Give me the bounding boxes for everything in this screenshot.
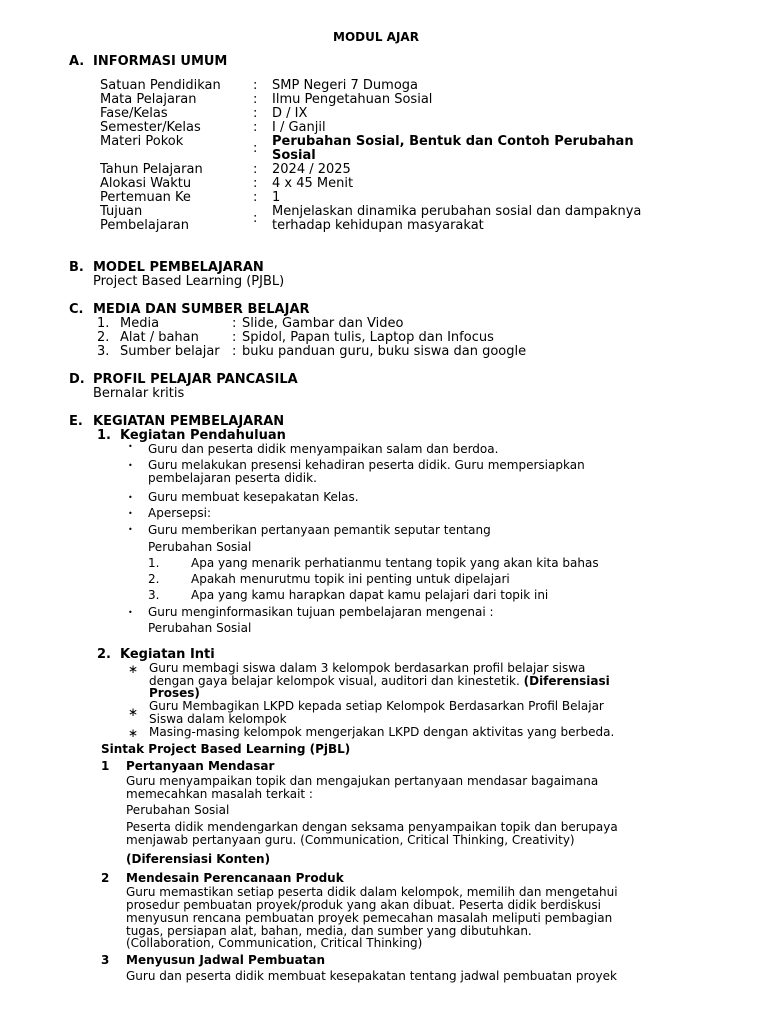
step-text: menjawab pertanyaan guru. (Communication, Critical Thinking, Creativity) — [126, 833, 575, 847]
info-sep: : — [253, 92, 258, 107]
section-b-heading: MODEL PEMBELAJARAN — [93, 260, 264, 275]
step-title: Mendesain Perencanaan Produk — [126, 871, 344, 885]
step-text: memecahkan masalah terkait : — [126, 787, 313, 801]
step-text: Peserta didik mendengarkan dengan seksama penyampaikan topik dan berupaya — [126, 820, 618, 834]
list-item: Guru membuat kesepakatan Kelas. — [148, 490, 359, 504]
media-num: 2. — [97, 330, 110, 345]
step-text: Guru dan peserta didik membuat kesepakatan tentang jadwal pembuatan proyek — [126, 969, 617, 983]
info-sep: : — [253, 106, 258, 121]
list-item: Guru melakukan presensi kehadiran peserta didik. Guru mempersiapkan — [148, 458, 585, 472]
info-value: 2024 / 2025 — [272, 162, 351, 177]
bullet-icon: • — [128, 461, 133, 470]
bullet-icon: • — [128, 493, 133, 502]
section-c-letter: C. — [69, 302, 84, 317]
info-label: Mata Pelajaran — [100, 92, 197, 107]
media-value: Slide, Gambar dan Video — [242, 316, 404, 331]
media-num: 1. — [97, 316, 110, 331]
info-sep: : — [253, 120, 258, 135]
question-num: 3. — [148, 588, 160, 602]
bullet-icon: • — [128, 442, 133, 451]
inti-num: 2. — [97, 647, 111, 662]
list-item: Perubahan Sosial — [148, 540, 252, 554]
question-text: Apakah menurutmu topik ini penting untuk dipelajari — [191, 572, 510, 586]
pendahuluan-num: 1. — [97, 428, 111, 443]
list-item: Siswa dalam kelompok — [149, 712, 287, 726]
media-sep: : — [232, 330, 237, 345]
info-value: Sosial — [272, 148, 316, 163]
info-label: Fase/Kelas — [100, 106, 168, 121]
step-title: Pertanyaan Mendasar — [126, 759, 275, 773]
media-sep: : — [232, 344, 237, 359]
step-text: tugas, persiapan alat, bahan, media, dan sumber yang dibutuhkan. — [126, 924, 532, 938]
section-b-letter: B. — [69, 260, 84, 275]
bullet-icon: • — [128, 608, 133, 617]
question-text: Apa yang menarik perhatianmu tentang topik yang akan kita bahas — [191, 556, 599, 570]
list-item: Proses) — [149, 686, 200, 700]
media-label: Alat / bahan — [120, 330, 199, 345]
info-sep: : — [253, 162, 258, 177]
step-num: 1 — [101, 759, 110, 773]
pendahuluan-heading: Kegiatan Pendahuluan — [120, 428, 286, 443]
list-item: Guru membagi siswa dalam 3 kelompok berdasarkan profil belajar siswa — [149, 661, 586, 675]
info-value: 4 x 45 Menit — [272, 176, 354, 191]
step-text: menyusun rencana pembuatan proyek pemecahan masalah meliputi pembagian — [126, 911, 613, 925]
asterisk-icon: ∗ — [128, 662, 139, 676]
info-sep: : — [253, 176, 258, 191]
list-item: Guru Membagikan LKPD kepada setiap Kelompok Berdasarkan Profil Belajar — [149, 699, 604, 713]
media-sep: : — [232, 316, 237, 331]
info-value: terhadap kehidupan masyarakat — [272, 218, 484, 233]
page-title: MODUL AJAR — [333, 30, 419, 44]
step-text: prosedur pembuatan proyek/produk yang akan dibuat. Peserta didik berdiskusi — [126, 898, 601, 912]
info-sep: : — [253, 141, 258, 156]
question-text: Apa yang kamu harapkan dapat kamu pelajari dari topik ini — [191, 588, 549, 602]
step-text: Perubahan Sosial — [126, 803, 230, 817]
info-value: Ilmu Pengetahuan Sosial — [272, 92, 433, 107]
step-text: Guru memastikan setiap peserta didik dalam kelompok, memilih dan mengetahui — [126, 885, 618, 899]
model-text: Project Based Learning (PJBL) — [93, 274, 285, 289]
info-value: I / Ganjil — [272, 120, 326, 135]
section-e-letter: E. — [69, 414, 83, 429]
info-label: Semester/Kelas — [100, 120, 201, 135]
section-a-heading: INFORMASI UMUM — [93, 54, 228, 69]
info-value: SMP Negeri 7 Dumoga — [272, 78, 418, 93]
info-sep: : — [253, 78, 258, 93]
list-item: Guru menginformasikan tujuan pembelajaran mengenai : — [148, 605, 494, 619]
list-item-bold: (Diferensiasi — [523, 674, 610, 688]
info-label: Tujuan — [100, 204, 143, 219]
info-value: D / IX — [272, 106, 308, 121]
section-e-heading: KEGIATAN PEMBELAJARAN — [93, 414, 285, 429]
info-value: 1 — [272, 190, 281, 205]
section-d-heading: PROFIL PELAJAR PANCASILA — [93, 372, 298, 387]
info-label: Materi Pokok — [100, 134, 184, 149]
info-sep: : — [253, 211, 258, 226]
profil-text: Bernalar kritis — [93, 386, 185, 401]
bullet-icon: • — [128, 525, 133, 534]
list-item: Guru memberikan pertanyaan pemantik seputar tentang — [148, 523, 491, 537]
step-text: (Collaboration, Communication, Critical Thinking) — [126, 936, 423, 950]
list-item: Guru dan peserta didik menyampaikan salam dan berdoa. — [148, 442, 499, 456]
asterisk-icon: ∗ — [128, 705, 139, 719]
media-value: buku panduan guru, buku siswa dan google — [242, 344, 527, 359]
asterisk-icon: ∗ — [128, 726, 139, 740]
step-title: Menyusun Jadwal Pembuatan — [126, 953, 326, 967]
media-num: 3. — [97, 344, 110, 359]
step-num: 3 — [101, 953, 110, 967]
step-text: (Diferensiasi Konten) — [126, 852, 271, 866]
info-value: Perubahan Sosial, Bentuk dan Contoh Perubahan — [272, 134, 634, 149]
list-item: Masing-masing kelompok mengerjakan LKPD dengan aktivitas yang berbeda. — [149, 725, 615, 739]
media-value: Spidol, Papan tulis, Laptop dan Infocus — [242, 330, 494, 345]
inti-heading: Kegiatan Inti — [120, 647, 215, 662]
info-label: Pembelajaran — [100, 218, 189, 233]
bullet-icon: • — [128, 509, 133, 518]
section-d-letter: D. — [69, 372, 85, 387]
info-label: Satuan Pendidikan — [100, 78, 221, 93]
sintak-heading: Sintak Project Based Learning (PjBL) — [101, 742, 351, 756]
info-value: Menjelaskan dinamika perubahan sosial dan dampaknya — [272, 204, 642, 219]
question-num: 2. — [148, 572, 160, 586]
question-num: 1. — [148, 556, 160, 570]
section-c-heading: MEDIA DAN SUMBER BELAJAR — [93, 302, 310, 317]
list-item — [149, 675, 610, 687]
list-item: Perubahan Sosial — [148, 621, 252, 635]
info-label: Tahun Pelajaran — [100, 162, 203, 177]
info-label: Alokasi Waktu — [100, 176, 192, 191]
list-item: Apersepsi: — [148, 506, 212, 520]
media-label: Media — [120, 316, 160, 331]
media-label: Sumber belajar — [120, 344, 220, 359]
list-item-text: dengan gaya belajar kelompok visual, auditori dan kinestetik. — [149, 674, 524, 688]
step-text: Guru menyampaikan topik dan mengajukan pertanyaan mendasar bagaimana — [126, 774, 599, 788]
list-item: pembelajaran peserta didik. — [148, 471, 317, 485]
info-label: Pertemuan Ke — [100, 190, 191, 205]
step-num: 2 — [101, 871, 110, 885]
section-a-letter: A. — [69, 54, 85, 69]
info-sep: : — [253, 190, 258, 205]
